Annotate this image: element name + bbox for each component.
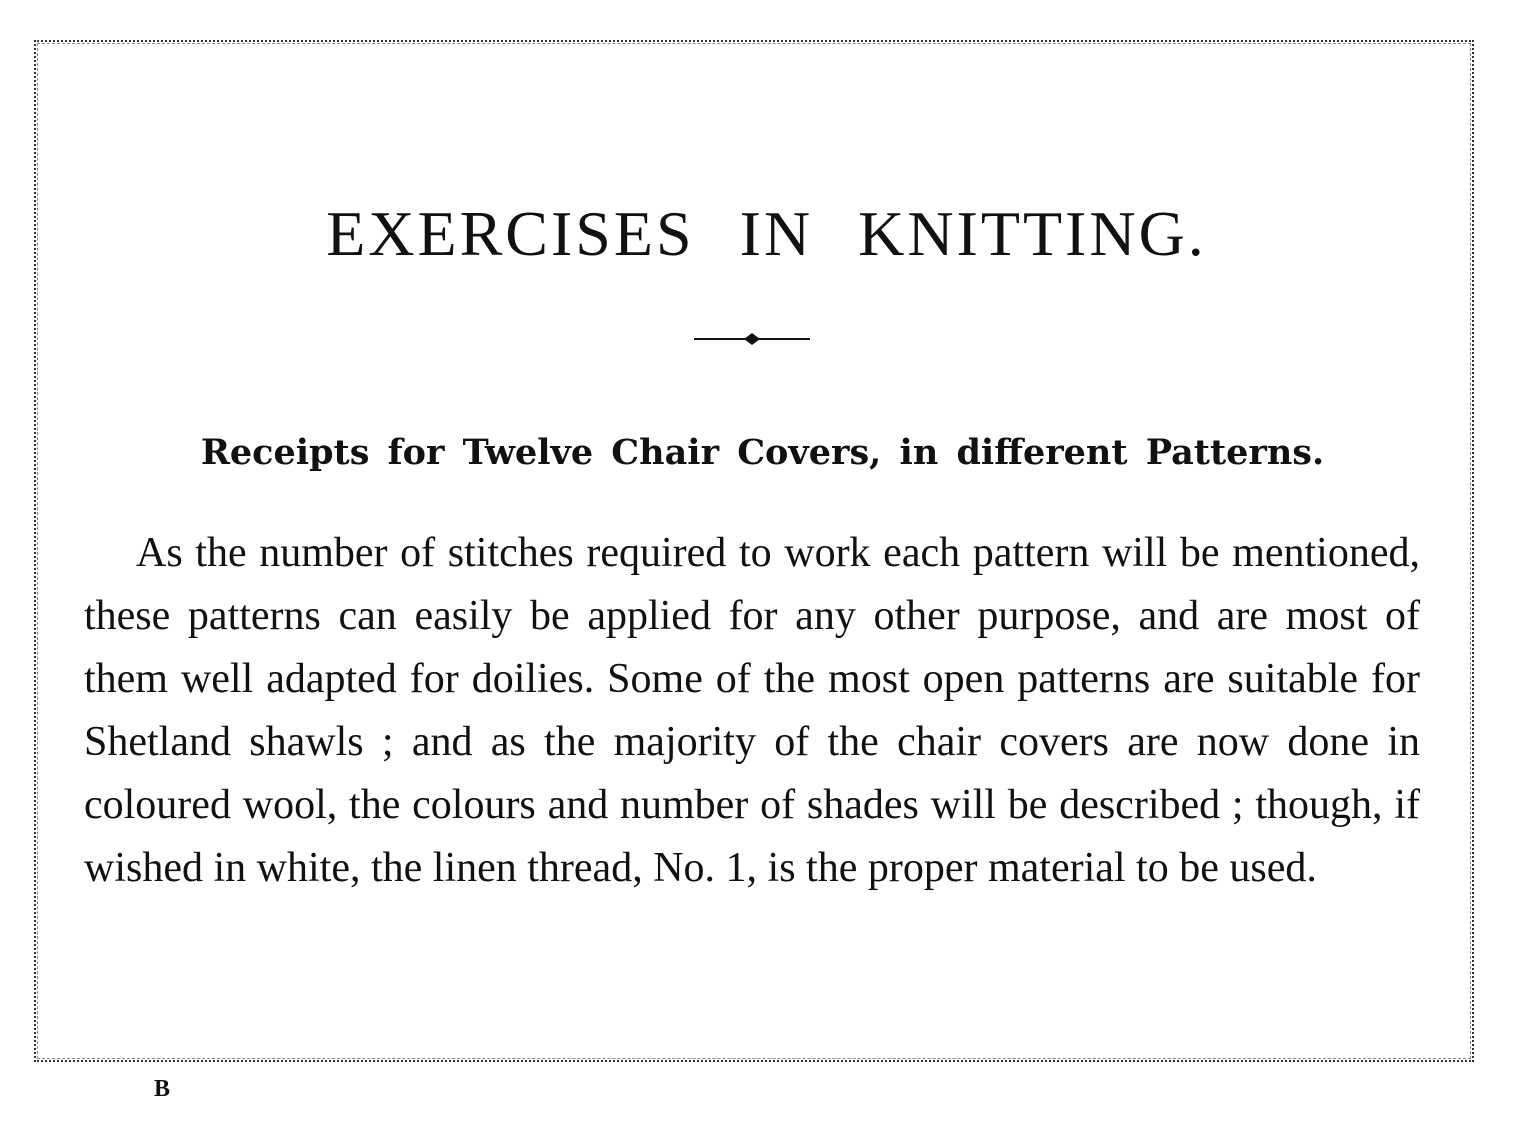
diamond-rule-ornament-icon — [694, 329, 810, 349]
page-title: EXERCISES IN KNITTING. — [326, 198, 1207, 269]
signature-mark: B — [154, 1076, 171, 1102]
body-paragraph: As the number of stitches required to work each pattern will be mentioned, these patterns can easily be applied for any other purpose, and are most of them well adapted for doilies. Some of the most open patterns are suitable for Shetland shawls ; and as the majority of the chair covers are now done in coloured wool, the colours and number of shades will be described ; though, if wished in white, the linen thread, No. 1, is the proper material to be used. — [84, 530, 1420, 891]
section-subtitle: Receipts for Twelve Chair Covers, in different Patterns. — [200, 432, 1325, 473]
